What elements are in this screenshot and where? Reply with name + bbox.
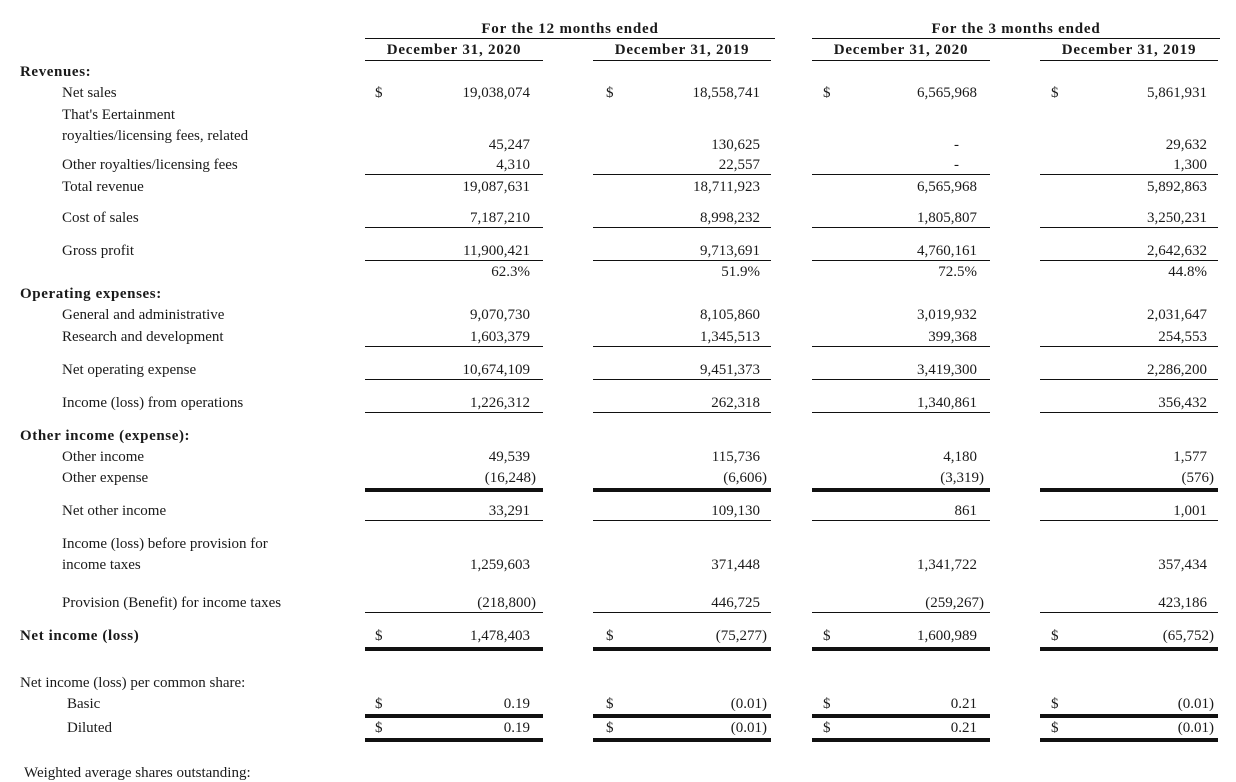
table-cell: 19,087,631 bbox=[462, 179, 530, 195]
currency-symbol: $ bbox=[606, 720, 614, 736]
row-label: Net income (loss) per common share: bbox=[20, 675, 246, 691]
row-label: Other royalties/licensing fees bbox=[62, 157, 238, 173]
table-cell: 3,419,300 bbox=[917, 362, 977, 378]
rule-line bbox=[812, 412, 990, 413]
currency-symbol: $ bbox=[375, 720, 383, 736]
currency-symbol: $ bbox=[375, 628, 383, 644]
rule-line bbox=[812, 520, 990, 521]
table-cell: 399,368 bbox=[928, 329, 977, 345]
row-label: Provision (Benefit) for income taxes bbox=[62, 595, 282, 611]
currency-symbol: $ bbox=[823, 85, 831, 101]
rule-line bbox=[812, 714, 990, 718]
row-label: Weighted average shares outstanding: bbox=[24, 765, 251, 781]
section-revenues: Revenues: bbox=[20, 64, 92, 80]
currency-symbol: $ bbox=[606, 85, 614, 101]
table-cell: 109,130 bbox=[711, 503, 760, 519]
table-cell: 254,553 bbox=[1158, 329, 1207, 345]
rule-line bbox=[365, 260, 543, 261]
table-cell: 11,900,421 bbox=[463, 243, 530, 259]
currency-symbol: $ bbox=[823, 628, 831, 644]
currency-symbol: $ bbox=[606, 696, 614, 712]
column-header: December 31, 2020 bbox=[833, 42, 969, 58]
rule-line bbox=[1040, 379, 1218, 380]
row-label: Diluted bbox=[67, 720, 112, 736]
row-label: income taxes bbox=[62, 557, 141, 573]
table-cell: 1,001 bbox=[1173, 503, 1207, 519]
table-cell: 0.19 bbox=[503, 720, 530, 736]
table-cell: 1,478,403 bbox=[470, 628, 530, 644]
rule-line bbox=[365, 488, 543, 492]
table-cell: (576) bbox=[1181, 470, 1214, 486]
table-cell: 19,038,074 bbox=[462, 85, 530, 101]
row-label: royalties/licensing fees, related bbox=[62, 128, 249, 144]
table-cell: 9,070,730 bbox=[470, 307, 530, 323]
currency-symbol: $ bbox=[1051, 85, 1059, 101]
table-cell: 7,187,210 bbox=[470, 210, 530, 226]
rule-line bbox=[812, 174, 990, 175]
table-cell: 2,286,200 bbox=[1147, 362, 1207, 378]
table-cell: 4,760,161 bbox=[917, 243, 977, 259]
row-label-net-income: Net income (loss) bbox=[20, 628, 140, 644]
table-cell: 356,432 bbox=[1158, 395, 1207, 411]
rule-line bbox=[593, 379, 771, 380]
rule-line bbox=[812, 346, 990, 347]
row-label: Net operating expense bbox=[62, 362, 197, 378]
rule-line bbox=[365, 612, 543, 613]
row-label: General and administrative bbox=[62, 307, 225, 323]
rule-line bbox=[1040, 260, 1218, 261]
rule-line bbox=[1040, 647, 1218, 651]
rule-line bbox=[1040, 488, 1218, 492]
table-cell: 10,674,109 bbox=[462, 362, 530, 378]
row-label: Basic bbox=[67, 696, 101, 712]
table-cell: 72.5% bbox=[938, 264, 977, 280]
table-cell: 1,577 bbox=[1173, 449, 1207, 465]
table-cell: 4,180 bbox=[943, 449, 977, 465]
table-cell: 45,247 bbox=[488, 137, 530, 153]
rule-line bbox=[365, 227, 543, 228]
row-label: Net sales bbox=[62, 85, 117, 101]
section-other-income: Other income (expense): bbox=[20, 428, 191, 444]
row-label: Total revenue bbox=[62, 179, 144, 195]
table-cell: 1,300 bbox=[1173, 157, 1207, 173]
currency-symbol: $ bbox=[606, 628, 614, 644]
table-cell: 130,625 bbox=[711, 137, 760, 153]
rule-line bbox=[812, 488, 990, 492]
row-label: Cost of sales bbox=[62, 210, 139, 226]
column-header: December 31, 2019 bbox=[614, 42, 750, 58]
table-cell: 423,186 bbox=[1158, 595, 1207, 611]
rule-line bbox=[365, 647, 543, 651]
table-cell: (0.01) bbox=[1177, 720, 1214, 736]
rule-line bbox=[812, 738, 990, 742]
row-label: Income (loss) from operations bbox=[62, 395, 244, 411]
table-cell: (6,606) bbox=[723, 470, 767, 486]
table-cell: 6,565,968 bbox=[917, 85, 977, 101]
rule-line bbox=[812, 647, 990, 651]
currency-symbol: $ bbox=[375, 85, 383, 101]
table-cell: (3,319) bbox=[940, 470, 984, 486]
table-cell: 18,711,923 bbox=[693, 179, 760, 195]
table-cell: 33,291 bbox=[488, 503, 530, 519]
table-cell: 0.21 bbox=[950, 720, 977, 736]
table-cell: - bbox=[954, 137, 959, 153]
rule-line bbox=[1040, 346, 1218, 347]
rule-line bbox=[593, 647, 771, 651]
row-label: Research and development bbox=[62, 329, 224, 345]
table-cell: 0.19 bbox=[503, 696, 530, 712]
table-cell: 357,434 bbox=[1158, 557, 1207, 573]
table-cell: 2,642,632 bbox=[1147, 243, 1207, 259]
table-cell: 1,603,379 bbox=[470, 329, 530, 345]
table-cell: 1,600,989 bbox=[917, 628, 977, 644]
table-cell: 6,565,968 bbox=[917, 179, 977, 195]
row-label: That's Eertainment bbox=[62, 107, 176, 123]
table-cell: (16,248) bbox=[484, 470, 536, 486]
header-group-3-months: For the 3 months ended bbox=[931, 21, 1101, 37]
rule-line bbox=[365, 738, 543, 742]
rule-line bbox=[593, 346, 771, 347]
table-cell: 49,539 bbox=[488, 449, 530, 465]
header-group-12-months: For the 12 months ended bbox=[481, 21, 659, 37]
table-cell: 1,805,807 bbox=[917, 210, 977, 226]
rule-line bbox=[812, 260, 990, 261]
table-cell: 18,558,741 bbox=[692, 85, 760, 101]
table-cell: 2,031,647 bbox=[1147, 307, 1207, 323]
table-cell: 1,340,861 bbox=[917, 395, 977, 411]
table-cell: (0.01) bbox=[730, 720, 767, 736]
rule-line bbox=[812, 612, 990, 613]
section-operating-expenses: Operating expenses: bbox=[20, 286, 162, 302]
rule-line bbox=[1040, 412, 1218, 413]
table-cell: 29,632 bbox=[1165, 137, 1207, 153]
rule-line bbox=[593, 412, 771, 413]
currency-symbol: $ bbox=[1051, 696, 1059, 712]
rule-line bbox=[593, 738, 771, 742]
table-cell: (0.01) bbox=[1177, 696, 1214, 712]
table-cell: 861 bbox=[954, 503, 977, 519]
table-cell: 4,310 bbox=[496, 157, 530, 173]
table-cell: 371,448 bbox=[711, 557, 760, 573]
table-cell: 9,451,373 bbox=[700, 362, 760, 378]
table-cell: 5,861,931 bbox=[1147, 85, 1207, 101]
table-cell: 262,318 bbox=[711, 395, 760, 411]
currency-symbol: $ bbox=[1051, 720, 1059, 736]
currency-symbol: $ bbox=[823, 720, 831, 736]
rule-line bbox=[1040, 738, 1218, 742]
table-cell: 1,345,513 bbox=[700, 329, 760, 345]
table-cell: (218,800) bbox=[477, 595, 536, 611]
table-cell: 1,226,312 bbox=[470, 395, 530, 411]
rule-line bbox=[593, 612, 771, 613]
table-cell: 8,105,860 bbox=[700, 307, 760, 323]
rule-line bbox=[1040, 714, 1218, 718]
table-cell: 446,725 bbox=[711, 595, 760, 611]
row-label: Gross profit bbox=[62, 243, 135, 259]
rule-line bbox=[593, 520, 771, 521]
column-header: December 31, 2020 bbox=[386, 42, 522, 58]
rule-line bbox=[365, 520, 543, 521]
rule-line bbox=[1040, 174, 1218, 175]
currency-symbol: $ bbox=[1051, 628, 1059, 644]
rule-line bbox=[1040, 520, 1218, 521]
table-cell: 3,250,231 bbox=[1147, 210, 1207, 226]
table-cell: (75,277) bbox=[715, 628, 767, 644]
rule-line bbox=[593, 227, 771, 228]
currency-symbol: $ bbox=[375, 696, 383, 712]
table-cell: 3,019,932 bbox=[917, 307, 977, 323]
table-cell: 1,341,722 bbox=[917, 557, 977, 573]
rule-line bbox=[365, 714, 543, 718]
row-label: Income (loss) before provision for bbox=[62, 536, 268, 552]
table-cell: 1,259,603 bbox=[470, 557, 530, 573]
rule-line bbox=[1040, 227, 1218, 228]
table-cell: 0.21 bbox=[950, 696, 977, 712]
rule-line bbox=[593, 488, 771, 492]
currency-symbol: $ bbox=[823, 696, 831, 712]
table-cell: - bbox=[954, 157, 959, 173]
rule-line bbox=[593, 174, 771, 175]
rule-line bbox=[812, 379, 990, 380]
table-cell: 9,713,691 bbox=[700, 243, 760, 259]
table-cell: (0.01) bbox=[730, 696, 767, 712]
table-cell: 22,557 bbox=[718, 157, 760, 173]
column-header: December 31, 2019 bbox=[1061, 42, 1197, 58]
table-cell: 51.9% bbox=[721, 264, 760, 280]
table-cell: 62.3% bbox=[491, 264, 530, 280]
rule-line bbox=[1040, 612, 1218, 613]
table-cell: (65,752) bbox=[1162, 628, 1214, 644]
rule-line bbox=[365, 412, 543, 413]
row-label: Net other income bbox=[62, 503, 167, 519]
row-label: Other expense bbox=[62, 470, 149, 486]
table-cell: 115,736 bbox=[711, 449, 760, 465]
table-cell: 44.8% bbox=[1168, 264, 1207, 280]
rule-line bbox=[812, 227, 990, 228]
rule-line bbox=[365, 346, 543, 347]
rule-line bbox=[593, 714, 771, 718]
table-cell: (259,267) bbox=[925, 595, 984, 611]
table-cell: 5,892,863 bbox=[1147, 179, 1207, 195]
rule-line bbox=[593, 260, 771, 261]
rule-line bbox=[365, 174, 543, 175]
row-label: Other income bbox=[62, 449, 145, 465]
rule-line bbox=[365, 379, 543, 380]
table-cell: 8,998,232 bbox=[700, 210, 760, 226]
